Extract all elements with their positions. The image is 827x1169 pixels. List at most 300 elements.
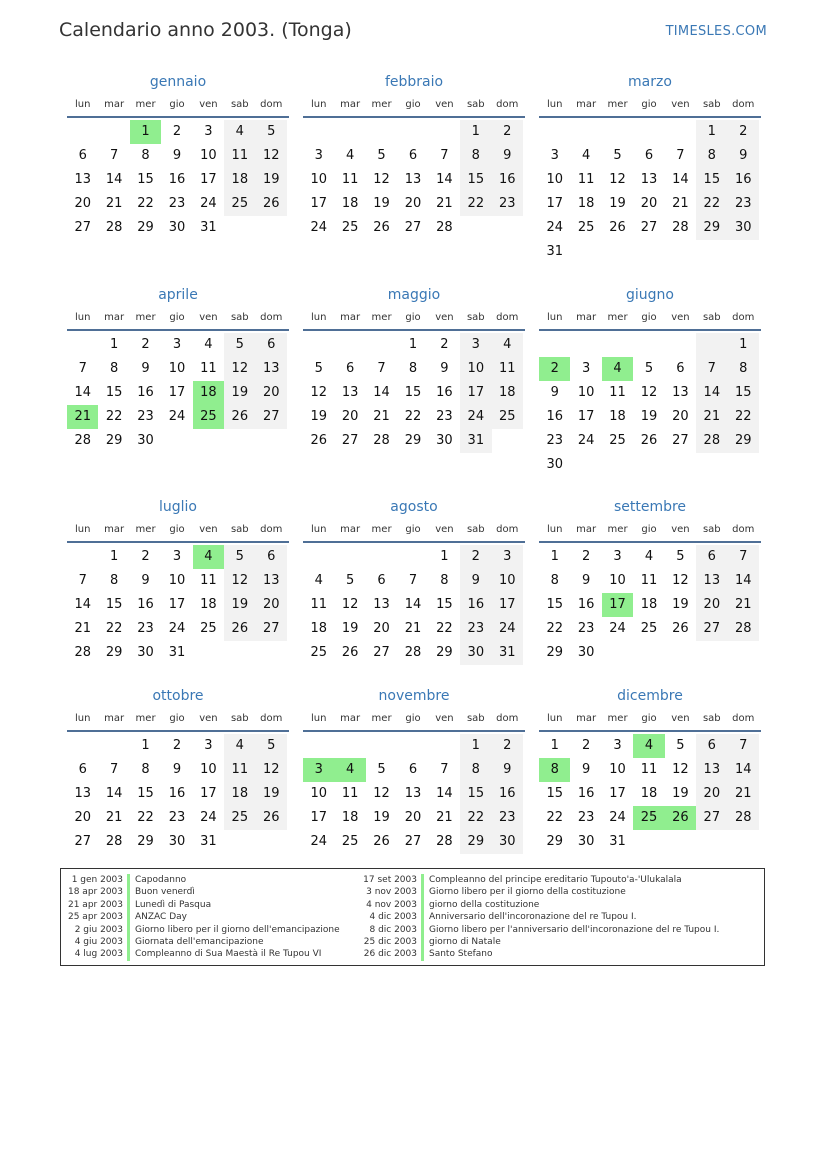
day-cell[interactable]: 19 <box>373 196 390 211</box>
day-cell[interactable]: 28 <box>105 834 123 849</box>
day-cell[interactable]: 30 <box>728 216 759 240</box>
day-cell[interactable]: 26 <box>224 617 255 641</box>
day-cell[interactable]: 19 <box>310 409 327 424</box>
day-cell[interactable]: 16 <box>577 597 595 612</box>
day-cell[interactable]: 13 <box>696 569 727 593</box>
day-cell[interactable]: 21 <box>696 405 727 429</box>
day-cell[interactable]: 18 <box>492 381 523 405</box>
day-cell[interactable]: 21 <box>74 621 91 636</box>
day-cell[interactable]: 26 <box>310 433 327 448</box>
day-cell[interactable]: 1 <box>408 337 418 352</box>
day-cell[interactable]: 8 <box>728 357 759 381</box>
holiday-day[interactable]: 4 <box>633 734 664 758</box>
day-cell[interactable]: 25 <box>310 645 327 660</box>
day-cell[interactable]: 24 <box>168 409 186 424</box>
day-cell[interactable]: 4 <box>204 337 213 352</box>
day-cell[interactable]: 9 <box>581 573 591 588</box>
day-cell[interactable]: 14 <box>696 381 727 405</box>
day-cell[interactable]: 13 <box>256 357 287 381</box>
day-cell[interactable]: 31 <box>168 645 186 660</box>
day-cell[interactable]: 27 <box>74 220 91 235</box>
day-cell[interactable]: 26 <box>373 834 390 849</box>
day-cell[interactable]: 10 <box>168 573 186 588</box>
day-cell[interactable]: 22 <box>460 806 491 830</box>
day-cell[interactable]: 26 <box>341 645 359 660</box>
day-cell[interactable]: 27 <box>74 834 91 849</box>
day-cell[interactable]: 27 <box>256 405 287 429</box>
day-cell[interactable]: 8 <box>408 361 418 376</box>
day-cell[interactable]: 25 <box>609 433 626 448</box>
day-cell[interactable]: 10 <box>577 385 595 400</box>
day-cell[interactable]: 22 <box>436 621 453 636</box>
day-cell[interactable]: 15 <box>105 385 123 400</box>
day-cell[interactable]: 3 <box>550 148 559 163</box>
day-cell[interactable]: 23 <box>728 192 759 216</box>
day-cell[interactable]: 25 <box>577 220 595 235</box>
holiday-day[interactable]: 1 <box>130 120 161 144</box>
day-cell[interactable]: 11 <box>492 357 523 381</box>
day-cell[interactable]: 26 <box>640 433 658 448</box>
day-cell[interactable]: 14 <box>436 786 453 801</box>
day-cell[interactable]: 11 <box>640 573 658 588</box>
day-cell[interactable]: 4 <box>314 573 323 588</box>
day-cell[interactable]: 5 <box>676 738 685 753</box>
day-cell[interactable]: 19 <box>672 597 689 612</box>
day-cell[interactable]: 24 <box>546 220 563 235</box>
day-cell[interactable]: 21 <box>105 196 123 211</box>
day-cell[interactable]: 20 <box>404 196 422 211</box>
day-cell[interactable]: 12 <box>224 357 255 381</box>
day-cell[interactable]: 4 <box>224 120 255 144</box>
day-cell[interactable]: 17 <box>200 172 217 187</box>
day-cell[interactable]: 18 <box>640 597 658 612</box>
day-cell[interactable]: 11 <box>341 786 359 801</box>
day-cell[interactable]: 30 <box>137 433 154 448</box>
day-cell[interactable]: 5 <box>377 148 386 163</box>
day-cell[interactable]: 26 <box>373 220 390 235</box>
day-cell[interactable]: 10 <box>460 357 491 381</box>
holiday-day[interactable]: 3 <box>303 758 334 782</box>
day-cell[interactable]: 13 <box>404 786 422 801</box>
day-cell[interactable]: 18 <box>640 786 658 801</box>
day-cell[interactable]: 8 <box>550 573 559 588</box>
day-cell[interactable]: 28 <box>728 617 759 641</box>
day-cell[interactable]: 24 <box>200 196 217 211</box>
day-cell[interactable]: 22 <box>105 409 123 424</box>
day-cell[interactable]: 21 <box>373 409 390 424</box>
day-cell[interactable]: 6 <box>408 762 418 777</box>
day-cell[interactable]: 17 <box>460 381 491 405</box>
day-cell[interactable]: 6 <box>408 148 418 163</box>
day-cell[interactable]: 6 <box>696 734 727 758</box>
day-cell[interactable]: 23 <box>577 810 595 825</box>
day-cell[interactable]: 7 <box>440 148 449 163</box>
day-cell[interactable]: 27 <box>373 645 390 660</box>
holiday-day[interactable]: 4 <box>334 758 365 782</box>
day-cell[interactable]: 31 <box>200 834 217 849</box>
day-cell[interactable]: 4 <box>644 549 654 564</box>
day-cell[interactable]: 18 <box>577 196 595 211</box>
day-cell[interactable]: 16 <box>436 385 453 400</box>
day-cell[interactable]: 30 <box>168 834 186 849</box>
day-cell[interactable]: 10 <box>310 786 327 801</box>
day-cell[interactable]: 23 <box>492 192 523 216</box>
day-cell[interactable]: 5 <box>613 148 622 163</box>
day-cell[interactable]: 5 <box>256 120 287 144</box>
day-cell[interactable]: 1 <box>109 337 119 352</box>
day-cell[interactable]: 25 <box>200 621 217 636</box>
day-cell[interactable]: 15 <box>404 385 422 400</box>
day-cell[interactable]: 27 <box>640 220 658 235</box>
day-cell[interactable]: 3 <box>204 124 213 139</box>
day-cell[interactable]: 22 <box>404 409 422 424</box>
day-cell[interactable]: 30 <box>436 433 453 448</box>
day-cell[interactable]: 3 <box>314 148 323 163</box>
day-cell[interactable]: 30 <box>460 641 491 665</box>
day-cell[interactable]: 29 <box>404 433 422 448</box>
day-cell[interactable]: 30 <box>546 457 563 472</box>
day-cell[interactable]: 10 <box>168 361 186 376</box>
day-cell[interactable]: 16 <box>492 782 523 806</box>
day-cell[interactable]: 16 <box>728 168 759 192</box>
day-cell[interactable]: 16 <box>546 409 563 424</box>
day-cell[interactable]: 5 <box>224 333 255 357</box>
day-cell[interactable]: 9 <box>550 385 559 400</box>
day-cell[interactable]: 3 <box>613 549 622 564</box>
day-cell[interactable]: 4 <box>492 333 523 357</box>
day-cell[interactable]: 29 <box>105 433 123 448</box>
day-cell[interactable]: 6 <box>78 148 87 163</box>
day-cell[interactable]: 10 <box>200 148 217 163</box>
day-cell[interactable]: 21 <box>672 196 689 211</box>
day-cell[interactable]: 30 <box>577 645 595 660</box>
holiday-day[interactable]: 21 <box>67 405 98 429</box>
day-cell[interactable]: 10 <box>492 569 523 593</box>
day-cell[interactable]: 14 <box>672 172 689 187</box>
day-cell[interactable]: 30 <box>168 220 186 235</box>
day-cell[interactable]: 27 <box>696 806 727 830</box>
day-cell[interactable]: 14 <box>105 786 123 801</box>
day-cell[interactable]: 2 <box>172 124 182 139</box>
day-cell[interactable]: 22 <box>696 192 727 216</box>
day-cell[interactable]: 10 <box>200 762 217 777</box>
day-cell[interactable]: 1 <box>109 549 119 564</box>
day-cell[interactable]: 28 <box>74 645 91 660</box>
day-cell[interactable]: 9 <box>141 361 150 376</box>
day-cell[interactable]: 15 <box>436 597 453 612</box>
day-cell[interactable]: 7 <box>78 573 87 588</box>
holiday-day[interactable]: 26 <box>665 806 696 830</box>
day-cell[interactable]: 7 <box>696 357 727 381</box>
day-cell[interactable]: 2 <box>581 738 591 753</box>
day-cell[interactable]: 17 <box>168 597 186 612</box>
day-cell[interactable]: 1 <box>460 734 491 758</box>
day-cell[interactable]: 29 <box>460 830 491 854</box>
day-cell[interactable]: 23 <box>460 617 491 641</box>
day-cell[interactable]: 11 <box>341 172 359 187</box>
day-cell[interactable]: 8 <box>460 758 491 782</box>
day-cell[interactable]: 3 <box>613 738 622 753</box>
day-cell[interactable]: 25 <box>341 834 359 849</box>
day-cell[interactable]: 20 <box>256 381 287 405</box>
day-cell[interactable]: 24 <box>460 405 491 429</box>
day-cell[interactable]: 13 <box>696 758 727 782</box>
day-cell[interactable]: 14 <box>436 172 453 187</box>
day-cell[interactable]: 31 <box>609 834 626 849</box>
day-cell[interactable]: 18 <box>310 621 327 636</box>
day-cell[interactable]: 3 <box>172 549 182 564</box>
day-cell[interactable]: 7 <box>109 762 119 777</box>
day-cell[interactable]: 28 <box>436 834 453 849</box>
day-cell[interactable]: 19 <box>341 621 359 636</box>
day-cell[interactable]: 25 <box>492 405 523 429</box>
day-cell[interactable]: 23 <box>546 433 563 448</box>
day-cell[interactable]: 17 <box>546 196 563 211</box>
day-cell[interactable]: 16 <box>168 786 186 801</box>
day-cell[interactable]: 20 <box>696 593 727 617</box>
day-cell[interactable]: 7 <box>676 148 685 163</box>
day-cell[interactable]: 18 <box>224 782 255 806</box>
day-cell[interactable]: 9 <box>460 569 491 593</box>
day-cell[interactable]: 9 <box>141 573 150 588</box>
day-cell[interactable]: 21 <box>436 810 453 825</box>
day-cell[interactable]: 20 <box>696 782 727 806</box>
day-cell[interactable]: 9 <box>492 144 523 168</box>
day-cell[interactable]: 27 <box>256 617 287 641</box>
day-cell[interactable]: 10 <box>609 762 626 777</box>
day-cell[interactable]: 3 <box>581 361 591 376</box>
day-cell[interactable]: 22 <box>546 810 563 825</box>
day-cell[interactable]: 12 <box>256 144 287 168</box>
day-cell[interactable]: 12 <box>256 758 287 782</box>
day-cell[interactable]: 15 <box>546 786 563 801</box>
day-cell[interactable]: 23 <box>436 409 453 424</box>
day-cell[interactable]: 24 <box>310 220 327 235</box>
day-cell[interactable]: 24 <box>609 810 626 825</box>
day-cell[interactable]: 1 <box>550 738 559 753</box>
day-cell[interactable]: 15 <box>546 597 563 612</box>
holiday-day[interactable]: 2 <box>539 357 570 381</box>
day-cell[interactable]: 19 <box>224 381 255 405</box>
day-cell[interactable]: 5 <box>644 361 654 376</box>
day-cell[interactable]: 25 <box>341 220 359 235</box>
day-cell[interactable]: 10 <box>310 172 327 187</box>
day-cell[interactable]: 24 <box>492 617 523 641</box>
day-cell[interactable]: 9 <box>492 758 523 782</box>
day-cell[interactable]: 28 <box>696 429 727 453</box>
day-cell[interactable]: 18 <box>341 810 359 825</box>
day-cell[interactable]: 8 <box>141 762 150 777</box>
day-cell[interactable]: 6 <box>345 361 355 376</box>
day-cell[interactable]: 30 <box>577 834 595 849</box>
day-cell[interactable]: 27 <box>696 617 727 641</box>
day-cell[interactable]: 23 <box>168 810 186 825</box>
day-cell[interactable]: 20 <box>74 810 91 825</box>
day-cell[interactable]: 11 <box>224 758 255 782</box>
day-cell[interactable]: 4 <box>224 734 255 758</box>
day-cell[interactable]: 14 <box>74 385 91 400</box>
day-cell[interactable]: 25 <box>224 806 255 830</box>
day-cell[interactable]: 6 <box>256 333 287 357</box>
day-cell[interactable]: 27 <box>404 834 422 849</box>
day-cell[interactable]: 13 <box>373 597 390 612</box>
day-cell[interactable]: 9 <box>172 148 182 163</box>
day-cell[interactable]: 9 <box>172 762 182 777</box>
day-cell[interactable]: 2 <box>172 738 182 753</box>
day-cell[interactable]: 25 <box>224 192 255 216</box>
day-cell[interactable]: 16 <box>168 172 186 187</box>
day-cell[interactable]: 5 <box>256 734 287 758</box>
day-cell[interactable]: 11 <box>200 361 217 376</box>
day-cell[interactable]: 30 <box>492 830 523 854</box>
day-cell[interactable]: 26 <box>256 806 287 830</box>
day-cell[interactable]: 12 <box>640 385 658 400</box>
day-cell[interactable]: 20 <box>404 810 422 825</box>
day-cell[interactable]: 3 <box>492 545 523 569</box>
day-cell[interactable]: 29 <box>137 220 154 235</box>
day-cell[interactable]: 15 <box>696 168 727 192</box>
day-cell[interactable]: 7 <box>440 762 449 777</box>
day-cell[interactable]: 19 <box>609 196 626 211</box>
day-cell[interactable]: 11 <box>577 172 595 187</box>
day-cell[interactable]: 21 <box>436 196 453 211</box>
holiday-day[interactable]: 4 <box>602 357 633 381</box>
day-cell[interactable]: 12 <box>373 786 390 801</box>
day-cell[interactable]: 17 <box>168 385 186 400</box>
day-cell[interactable]: 11 <box>640 762 658 777</box>
day-cell[interactable]: 9 <box>440 361 449 376</box>
day-cell[interactable]: 30 <box>137 645 154 660</box>
day-cell[interactable]: 24 <box>200 810 217 825</box>
day-cell[interactable]: 12 <box>672 762 689 777</box>
day-cell[interactable]: 17 <box>200 786 217 801</box>
day-cell[interactable]: 22 <box>105 621 123 636</box>
day-cell[interactable]: 16 <box>137 385 154 400</box>
day-cell[interactable]: 9 <box>728 144 759 168</box>
day-cell[interactable]: 15 <box>460 168 491 192</box>
day-cell[interactable]: 12 <box>224 569 255 593</box>
day-cell[interactable]: 17 <box>310 196 327 211</box>
day-cell[interactable]: 17 <box>310 810 327 825</box>
day-cell[interactable]: 29 <box>137 834 154 849</box>
day-cell[interactable]: 13 <box>640 172 658 187</box>
day-cell[interactable]: 20 <box>74 196 91 211</box>
day-cell[interactable]: 29 <box>546 834 563 849</box>
day-cell[interactable]: 29 <box>696 216 727 240</box>
day-cell[interactable]: 20 <box>256 593 287 617</box>
day-cell[interactable]: 3 <box>204 738 213 753</box>
day-cell[interactable]: 11 <box>609 385 626 400</box>
day-cell[interactable]: 28 <box>672 220 689 235</box>
day-cell[interactable]: 6 <box>676 361 685 376</box>
day-cell[interactable]: 14 <box>105 172 123 187</box>
day-cell[interactable]: 10 <box>546 172 563 187</box>
day-cell[interactable]: 22 <box>137 810 154 825</box>
day-cell[interactable]: 11 <box>310 597 327 612</box>
day-cell[interactable]: 22 <box>728 405 759 429</box>
day-cell[interactable]: 20 <box>672 409 689 424</box>
day-cell[interactable]: 24 <box>577 433 595 448</box>
day-cell[interactable]: 2 <box>492 734 523 758</box>
day-cell[interactable]: 7 <box>377 361 386 376</box>
day-cell[interactable]: 23 <box>492 806 523 830</box>
day-cell[interactable]: 11 <box>224 144 255 168</box>
day-cell[interactable]: 29 <box>105 645 123 660</box>
day-cell[interactable]: 16 <box>492 168 523 192</box>
day-cell[interactable]: 8 <box>109 573 119 588</box>
day-cell[interactable]: 19 <box>672 786 689 801</box>
day-cell[interactable]: 1 <box>440 549 449 564</box>
day-cell[interactable]: 6 <box>377 573 386 588</box>
day-cell[interactable]: 22 <box>460 192 491 216</box>
day-cell[interactable]: 26 <box>672 621 689 636</box>
day-cell[interactable]: 8 <box>440 573 449 588</box>
day-cell[interactable]: 16 <box>577 786 595 801</box>
day-cell[interactable]: 6 <box>644 148 654 163</box>
holiday-day[interactable]: 8 <box>539 758 570 782</box>
day-cell[interactable]: 9 <box>581 762 591 777</box>
day-cell[interactable]: 4 <box>345 148 355 163</box>
day-cell[interactable]: 19 <box>640 409 658 424</box>
day-cell[interactable]: 8 <box>460 144 491 168</box>
day-cell[interactable]: 21 <box>105 810 123 825</box>
day-cell[interactable]: 23 <box>168 196 186 211</box>
day-cell[interactable]: 29 <box>436 645 453 660</box>
holiday-day[interactable]: 17 <box>602 593 633 617</box>
day-cell[interactable]: 2 <box>440 337 449 352</box>
day-cell[interactable]: 1 <box>550 549 559 564</box>
day-cell[interactable]: 13 <box>404 172 422 187</box>
day-cell[interactable]: 3 <box>172 337 182 352</box>
day-cell[interactable]: 7 <box>408 573 418 588</box>
day-cell[interactable]: 2 <box>460 545 491 569</box>
day-cell[interactable]: 31 <box>200 220 217 235</box>
day-cell[interactable]: 21 <box>728 782 759 806</box>
day-cell[interactable]: 19 <box>256 168 287 192</box>
day-cell[interactable]: 23 <box>137 621 154 636</box>
day-cell[interactable]: 25 <box>640 621 658 636</box>
day-cell[interactable]: 22 <box>546 621 563 636</box>
day-cell[interactable]: 3 <box>460 333 491 357</box>
day-cell[interactable]: 27 <box>341 433 359 448</box>
day-cell[interactable]: 23 <box>577 621 595 636</box>
day-cell[interactable]: 28 <box>728 806 759 830</box>
day-cell[interactable]: 5 <box>224 545 255 569</box>
day-cell[interactable]: 2 <box>492 120 523 144</box>
holiday-day[interactable]: 4 <box>193 545 224 569</box>
day-cell[interactable]: 31 <box>546 244 563 259</box>
day-cell[interactable]: 17 <box>577 409 595 424</box>
day-cell[interactable]: 1 <box>460 120 491 144</box>
day-cell[interactable]: 13 <box>672 385 689 400</box>
day-cell[interactable]: 24 <box>310 834 327 849</box>
day-cell[interactable]: 29 <box>728 429 759 453</box>
day-cell[interactable]: 28 <box>404 645 422 660</box>
day-cell[interactable]: 21 <box>404 621 422 636</box>
day-cell[interactable]: 13 <box>341 385 359 400</box>
day-cell[interactable]: 8 <box>109 361 119 376</box>
day-cell[interactable]: 15 <box>137 172 154 187</box>
day-cell[interactable]: 18 <box>609 409 626 424</box>
day-cell[interactable]: 26 <box>609 220 626 235</box>
day-cell[interactable]: 28 <box>74 433 91 448</box>
day-cell[interactable]: 26 <box>224 405 255 429</box>
day-cell[interactable]: 15 <box>728 381 759 405</box>
day-cell[interactable]: 12 <box>310 385 327 400</box>
day-cell[interactable]: 6 <box>256 545 287 569</box>
day-cell[interactable]: 2 <box>141 337 150 352</box>
day-cell[interactable]: 27 <box>672 433 689 448</box>
